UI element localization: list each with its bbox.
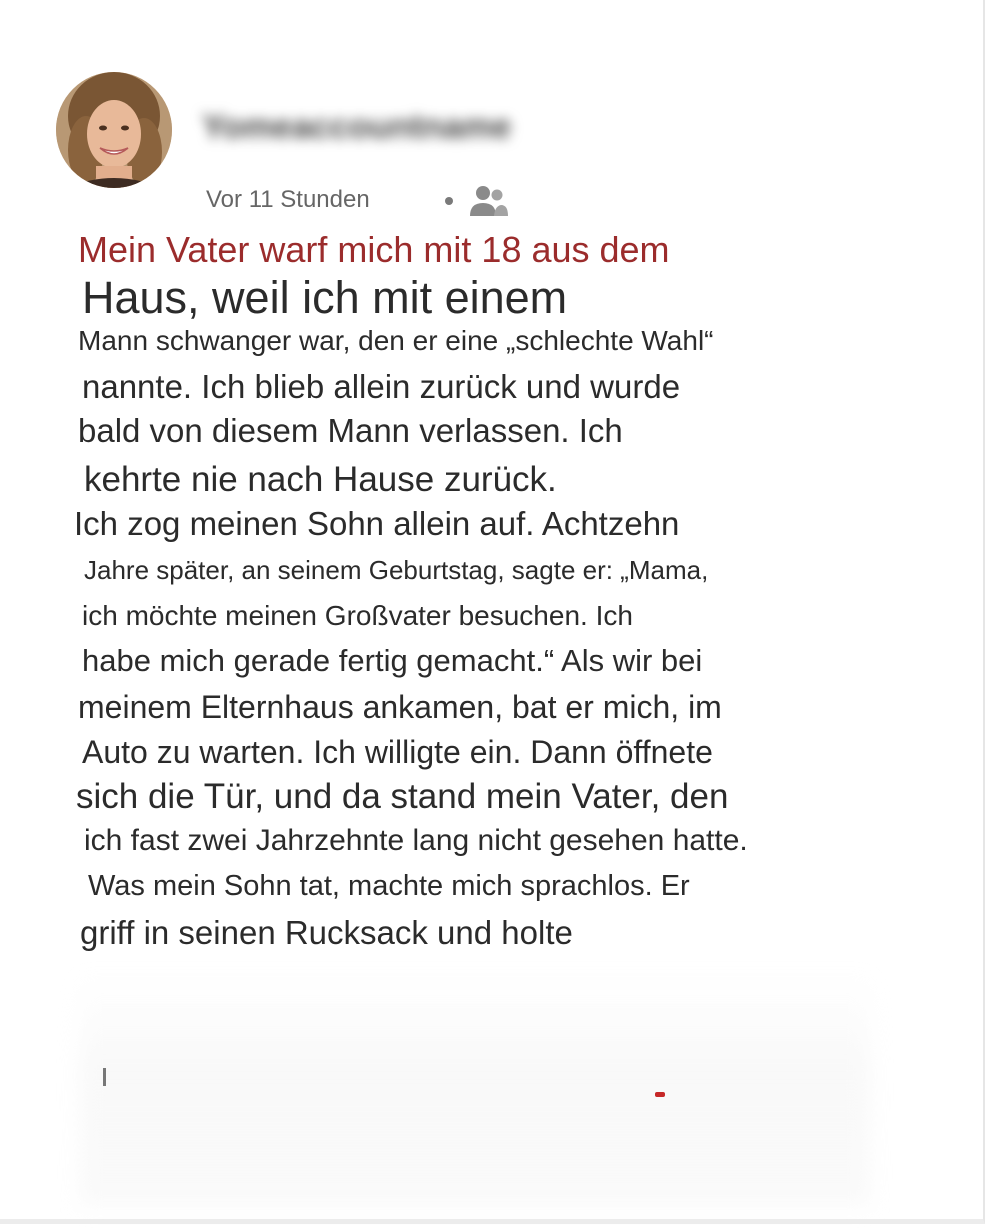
post-line: Jahre später, an seinem Geburtstag, sagte er: „Mama, xyxy=(84,555,709,585)
post-line: meinem Elternhaus ankamen, bat er mich, im xyxy=(78,689,722,725)
post-line: Was mein Sohn tat, machte mich sprachlos. Er xyxy=(88,870,690,902)
post-line: Mann schwanger war, den er eine „schlechte Wahl“ xyxy=(78,325,714,356)
separator-dot xyxy=(445,197,453,205)
scan-artifact xyxy=(655,1092,665,1097)
post-line: kehrte nie nach Hause zurück. xyxy=(84,460,557,499)
post-line: bald von diesem Mann verlassen. Ich xyxy=(78,412,623,449)
post-line: ich fast zwei Jahrzehnte lang nicht gesehen hatte. xyxy=(84,824,748,857)
scan-artifact xyxy=(103,1068,106,1086)
post-line: ich möchte meinen Großvater besuchen. Ich xyxy=(82,600,633,631)
group-icon xyxy=(466,184,512,220)
post-line: nannte. Ich blieb allein zurück und wurde xyxy=(82,368,681,405)
post-line: Haus, weil ich mit einem xyxy=(82,272,568,323)
post-time: Vor 11 Stunden xyxy=(206,186,370,213)
username[interactable]: Yomeaccountname xyxy=(202,108,512,146)
post-title: Mein Vater warf mich mit 18 aus dem xyxy=(78,229,670,270)
post-line: habe mich gerade fertig gemacht.“ Als wir bei xyxy=(82,643,703,678)
avatar-photo xyxy=(56,72,172,188)
post-line: sich die Tür, und da stand mein Vater, den xyxy=(76,777,729,816)
post-line: Ich zog meinen Sohn allein auf. Achtzehn xyxy=(74,505,680,542)
post-line: Auto zu warten. Ich willigte ein. Dann öffnete xyxy=(82,734,713,770)
avatar[interactable] xyxy=(56,72,172,188)
faded-text-area xyxy=(80,975,870,1205)
post-line: griff in seinen Rucksack und holte xyxy=(80,914,573,951)
